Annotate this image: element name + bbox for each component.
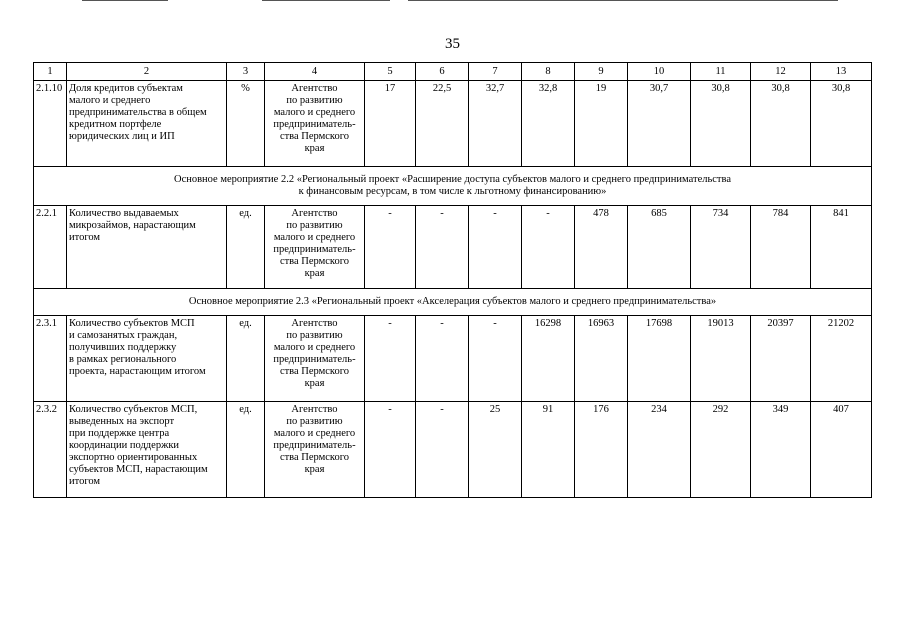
value-cell: 19013 xyxy=(691,316,751,402)
column-header: 11 xyxy=(691,63,751,81)
indicator-name-line: выведенных на экспорт xyxy=(69,416,175,427)
value-cell: 176 xyxy=(575,402,628,498)
value-cell: 349 xyxy=(751,402,811,498)
value-cell: 19 xyxy=(575,81,628,167)
value-cell: - xyxy=(416,316,469,402)
value-cell: - xyxy=(522,206,575,289)
column-header: 12 xyxy=(751,63,811,81)
column-number-row xyxy=(34,63,872,81)
value-cell: - xyxy=(365,402,416,498)
column-header: 13 xyxy=(811,63,872,81)
indicator-name-line: предпринимательства в общем xyxy=(69,107,207,118)
indicator-number: 2.3.2 xyxy=(34,402,67,498)
indicator-name-line: Количество выдаваемых xyxy=(69,208,179,219)
agency-line: предприниматель- xyxy=(273,119,356,130)
unit-cell: ед. xyxy=(227,206,265,289)
agency-line: Агентство xyxy=(291,318,338,329)
section-heading xyxy=(34,167,872,206)
column-header: 3 xyxy=(227,63,265,81)
agency-line: предприниматель- xyxy=(273,244,356,255)
indicator-number: 2.1.10 xyxy=(34,81,67,167)
indicator-name-line: субъектов МСП, нарастающим xyxy=(69,464,208,475)
indicator-name-line: кредитном портфеле xyxy=(69,119,162,130)
value-cell: 478 xyxy=(575,206,628,289)
agency-line: малого и среднего xyxy=(273,342,356,353)
top-rule-right xyxy=(408,0,838,1)
indicator-name-line: юридических лиц и ИП xyxy=(69,131,175,142)
value-cell: 30,8 xyxy=(811,81,872,167)
value-cell: - xyxy=(469,206,522,289)
indicator-name-line: экспортно ориентированных xyxy=(69,452,198,463)
top-rule-middle xyxy=(262,0,390,1)
agency-line: края xyxy=(304,378,325,389)
agency-line: малого и среднего xyxy=(273,232,356,243)
value-cell: 16298 xyxy=(522,316,575,402)
agency-line: по развитию xyxy=(286,220,343,231)
agency-line: малого и среднего xyxy=(273,107,356,118)
table-row xyxy=(34,402,872,498)
value-cell: 734 xyxy=(691,206,751,289)
indicator-name xyxy=(67,316,227,402)
agency-line: ства Пермского xyxy=(279,366,350,377)
agency-cell xyxy=(265,206,365,289)
agency-line: по развитию xyxy=(286,416,343,427)
value-cell: 30,8 xyxy=(691,81,751,167)
column-header: 7 xyxy=(469,63,522,81)
indicator-name-line: получивших поддержку xyxy=(69,342,177,353)
value-cell: 17 xyxy=(365,81,416,167)
value-cell: - xyxy=(469,316,522,402)
value-cell: - xyxy=(365,206,416,289)
value-cell: - xyxy=(365,316,416,402)
section-heading-line: Основное мероприятие 2.3 «Региональный проект «Акселерация субъектов малого и среднего предпринимательства» xyxy=(188,296,717,307)
column-header: 5 xyxy=(365,63,416,81)
agency-line: края xyxy=(304,268,325,279)
agency-line: предприниматель- xyxy=(273,440,356,451)
indicator-name-line: при поддержке центра xyxy=(69,428,170,439)
agency-cell xyxy=(265,402,365,498)
indicator-name xyxy=(67,206,227,289)
value-cell: 17698 xyxy=(628,316,691,402)
indicator-name-line: итогом xyxy=(69,476,101,487)
indicator-name-line: в рамках регионального xyxy=(69,354,177,365)
agency-line: Агентство xyxy=(291,83,338,94)
column-header: 10 xyxy=(628,63,691,81)
section-row xyxy=(34,167,872,206)
agency-line: Агентство xyxy=(291,208,338,219)
column-header: 4 xyxy=(265,63,365,81)
agency-line: ства Пермского xyxy=(279,256,350,267)
value-cell: 685 xyxy=(628,206,691,289)
indicator-name-line: проекта, нарастающим итогом xyxy=(69,366,206,377)
agency-line: ства Пермского xyxy=(279,131,350,142)
value-cell: 234 xyxy=(628,402,691,498)
value-cell: 841 xyxy=(811,206,872,289)
table-row xyxy=(34,206,872,289)
agency-line: ства Пермского xyxy=(279,452,350,463)
unit-cell: % xyxy=(227,81,265,167)
section-heading-line: Основное мероприятие 2.2 «Региональный проект «Расширение доступа субъектов малого и среднего предпринимательства xyxy=(173,174,731,185)
column-header: 1 xyxy=(34,63,67,81)
section-heading-line: к финансовым ресурсам, в том числе к льготному финансированию» xyxy=(298,186,607,197)
indicator-name-line: Количество субъектов МСП xyxy=(69,318,195,329)
value-cell: 30,8 xyxy=(751,81,811,167)
indicators-table xyxy=(33,62,872,498)
indicator-number: 2.3.1 xyxy=(34,316,67,402)
value-cell: 292 xyxy=(691,402,751,498)
agency-line: края xyxy=(304,464,325,475)
column-header: 6 xyxy=(416,63,469,81)
value-cell: 21202 xyxy=(811,316,872,402)
value-cell: - xyxy=(416,206,469,289)
value-cell: 32,8 xyxy=(522,81,575,167)
unit-cell: ед. xyxy=(227,316,265,402)
indicator-name-line: Количество субъектов МСП, xyxy=(69,404,198,415)
agency-line: предприниматель- xyxy=(273,354,356,365)
indicator-name-line: малого и среднего xyxy=(69,95,151,106)
column-header: 8 xyxy=(522,63,575,81)
indicator-name xyxy=(67,402,227,498)
agency-line: по развитию xyxy=(286,95,343,106)
agency-line: по развитию xyxy=(286,330,343,341)
value-cell: 30,7 xyxy=(628,81,691,167)
agency-cell xyxy=(265,316,365,402)
agency-cell xyxy=(265,81,365,167)
table-row xyxy=(34,81,872,167)
value-cell: 20397 xyxy=(751,316,811,402)
value-cell: 16963 xyxy=(575,316,628,402)
value-cell: 91 xyxy=(522,402,575,498)
indicator-name xyxy=(67,81,227,167)
value-cell: 25 xyxy=(469,402,522,498)
value-cell: 784 xyxy=(751,206,811,289)
value-cell: 22,5 xyxy=(416,81,469,167)
table-row xyxy=(34,316,872,402)
indicator-number: 2.2.1 xyxy=(34,206,67,289)
section-row xyxy=(34,289,872,316)
value-cell: - xyxy=(416,402,469,498)
top-rule-left xyxy=(82,0,168,1)
indicator-name-line: микрозаймов, нарастающим xyxy=(69,220,196,231)
indicator-name-line: Доля кредитов субъектам xyxy=(69,83,183,94)
value-cell: 407 xyxy=(811,402,872,498)
indicator-name-line: координации поддержки xyxy=(69,440,180,451)
agency-line: малого и среднего xyxy=(273,428,356,439)
indicator-name-line: итогом xyxy=(69,232,101,243)
section-heading xyxy=(34,289,872,316)
page-number: 35 xyxy=(445,36,460,52)
agency-line: Агентство xyxy=(291,404,338,415)
indicator-name-line: и самозанятых граждан, xyxy=(69,330,178,341)
unit-cell: ед. xyxy=(227,402,265,498)
column-header: 2 xyxy=(67,63,227,81)
column-header: 9 xyxy=(575,63,628,81)
agency-line: края xyxy=(304,143,325,154)
value-cell: 32,7 xyxy=(469,81,522,167)
